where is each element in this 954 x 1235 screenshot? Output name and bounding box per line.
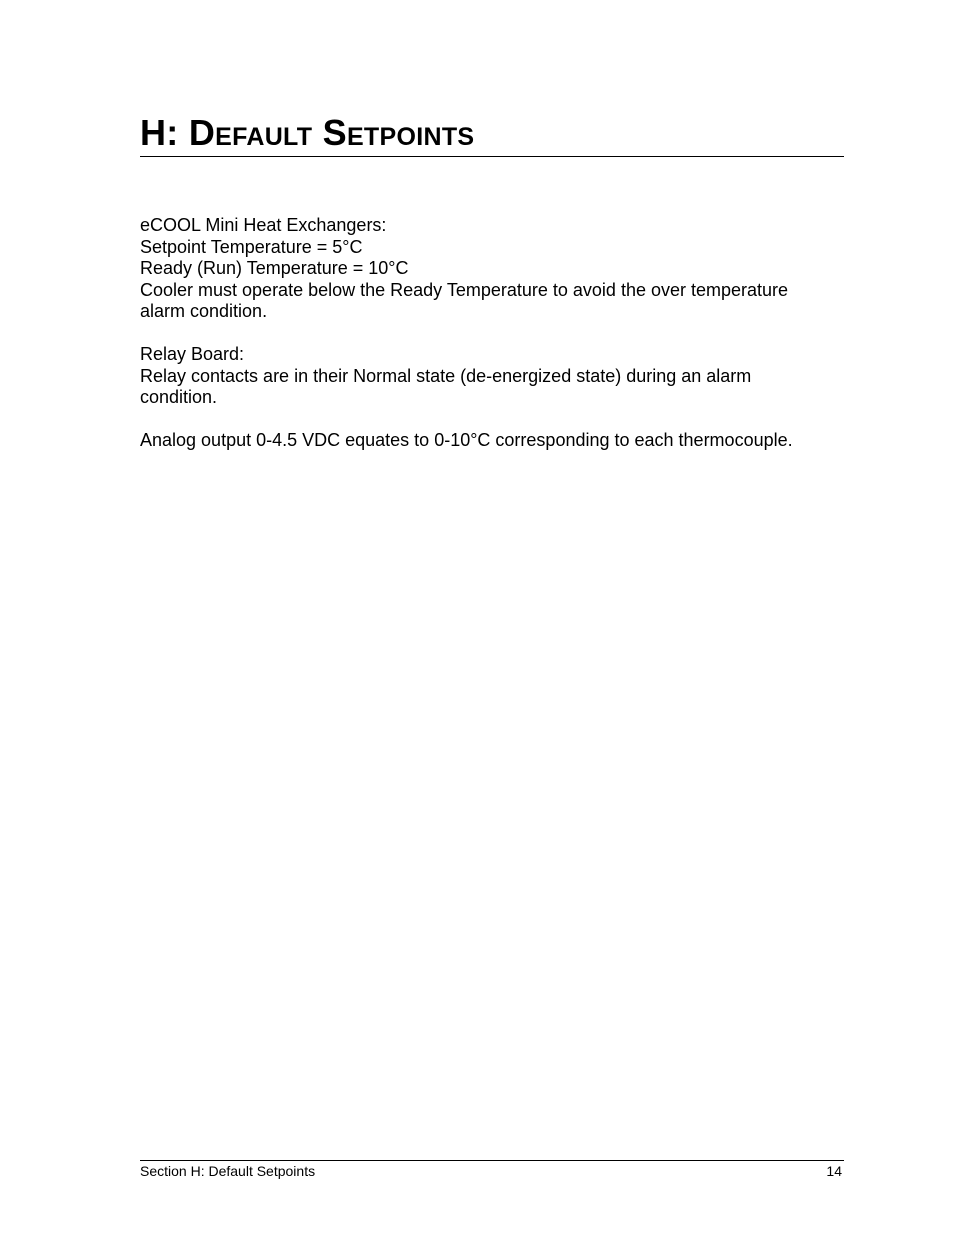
page-title: H: Default Setpoints [140, 112, 475, 153]
paragraph-relay-board [140, 344, 844, 409]
ready-temperature-line: Ready (Run) Temperature = 10°C [140, 258, 409, 278]
cooler-operation-line-cont: alarm condition. [140, 301, 268, 321]
footer-section-label: Section H: Default Setpoints [140, 1163, 316, 1179]
title-divider [140, 156, 844, 157]
paragraph-analog-output [140, 430, 844, 452]
footer-page-number: 14 [826, 1163, 842, 1179]
setpoint-temperature-line: Setpoint Temperature = 5°C [140, 236, 363, 257]
paragraph-heat-exchangers [140, 215, 844, 323]
relay-contacts-line-cont: condition. [140, 387, 218, 407]
document-body [140, 215, 844, 473]
relay-contacts-line: Relay contacts are in their Normal state (de-energized state) during an alarm [140, 365, 752, 386]
cooler-operation-line: Cooler must operate below the Ready Temperature to avoid the over temperature [140, 279, 789, 300]
analog-output-line: Analog output 0-4.5 VDC equates to 0-10°C corresponding to each thermocouple. [140, 430, 793, 450]
heat-exchangers-heading: eCOOL Mini Heat Exchangers: [140, 215, 387, 235]
footer-divider [140, 1160, 844, 1161]
relay-board-heading: Relay Board: [140, 344, 245, 364]
